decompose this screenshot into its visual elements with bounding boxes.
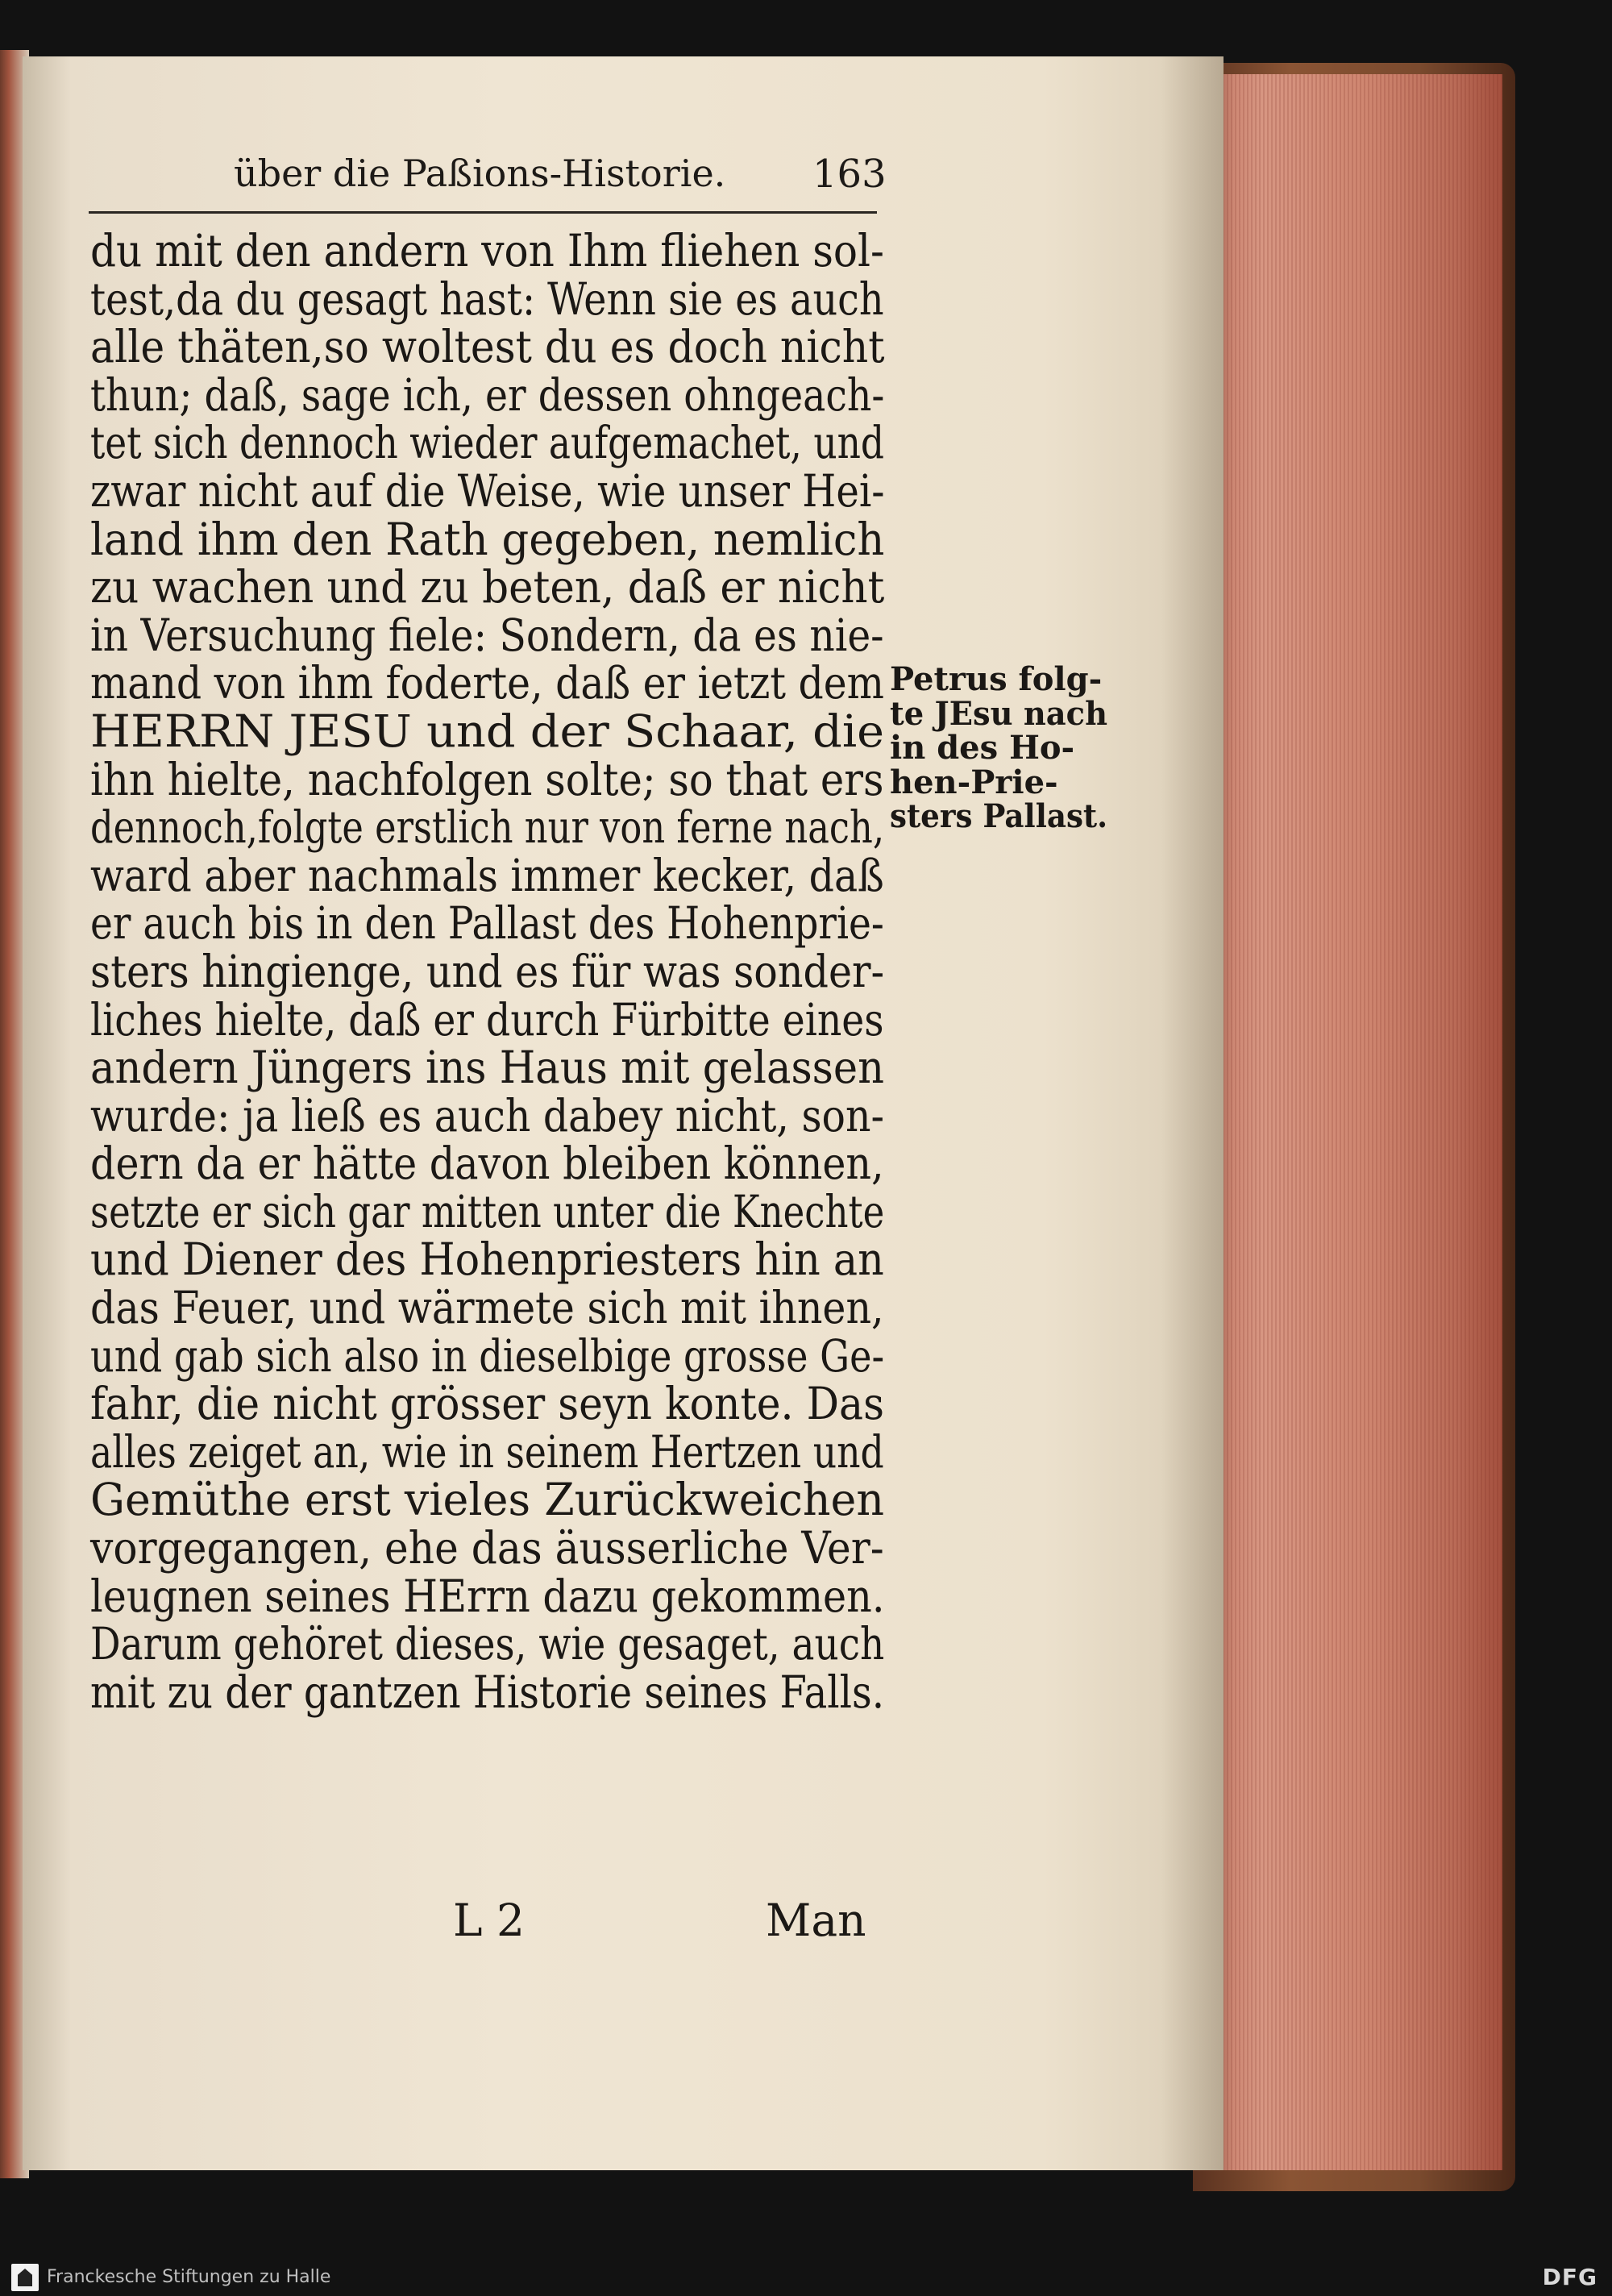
signature-mark: L 2 bbox=[453, 1895, 525, 1946]
marginal-note-line: in des Ho- bbox=[890, 729, 1075, 767]
body-line bbox=[90, 1524, 888, 1573]
body-line bbox=[90, 849, 888, 901]
body-line-text: ward aber nachmals immer kecker, daß bbox=[90, 849, 884, 901]
header-rule bbox=[89, 211, 877, 214]
body-line-text: liches hielte, daß er durch Fürbitte eines bbox=[90, 993, 884, 1046]
body-line-text: und gab sich also in dieselbige grosse Ge- bbox=[90, 1329, 885, 1382]
body-line-text: in Versuchung fiele: Sondern, da es nie- bbox=[90, 609, 884, 661]
body-line-text: fahr, die nicht grösser seyn konte. Das bbox=[90, 1378, 885, 1430]
body-line bbox=[90, 659, 888, 708]
body-line-text: mand von ihm foderte, daß er ietzt dem bbox=[90, 657, 884, 709]
body-line bbox=[90, 1284, 888, 1333]
page-foot bbox=[90, 1895, 896, 1946]
body-line bbox=[90, 993, 888, 1046]
body-line-text: vorgegangen, ehe das äusserliche Ver- bbox=[90, 1522, 884, 1574]
running-head: über die Paßions-Historie. bbox=[234, 152, 726, 195]
body-line-text: das Feuer, und wärmete sich mit ihnen, bbox=[90, 1282, 884, 1334]
body-line-text: setzte er sich gar mitten unter die Knechte bbox=[90, 1185, 885, 1237]
catchword: Man bbox=[766, 1895, 866, 1946]
viewer-footer bbox=[0, 2259, 1612, 2296]
body-line bbox=[90, 464, 888, 517]
body-line bbox=[90, 513, 888, 565]
body-line-text: andern Jüngers ins Haus mit gelassen bbox=[90, 1042, 885, 1094]
body-line-text: du mit den andern von Ihm fliehen sol- bbox=[90, 225, 884, 277]
body-line bbox=[90, 609, 888, 661]
body-line-text: ihn hielte, nachfolgen solte; so that ers bbox=[90, 753, 884, 805]
body-line-text: tet sich dennoch wieder aufgemachet, und bbox=[90, 417, 885, 469]
body-line-text: alles zeiget an, wie in seinem Hertzen und bbox=[90, 1425, 884, 1478]
body-line-text: zwar nicht auf die Weise, wie unser Hei- bbox=[90, 464, 885, 517]
marginal-note bbox=[890, 660, 1116, 835]
body-line bbox=[90, 1425, 888, 1478]
body-line bbox=[90, 1185, 888, 1237]
body-line bbox=[90, 561, 888, 614]
body-line-text: er auch bis in den Pallast des Hohenprie- bbox=[90, 897, 884, 950]
body-line bbox=[90, 1380, 888, 1429]
body-line-text: leugnen seines HErrn dazu gekommen. bbox=[90, 1570, 885, 1622]
body-line bbox=[90, 272, 888, 325]
body-line-text: mit zu der gantzen Historie seines Falls. bbox=[90, 1666, 885, 1718]
body-line bbox=[90, 419, 888, 468]
body-line bbox=[90, 368, 888, 421]
body-line bbox=[90, 945, 888, 997]
body-line bbox=[90, 1666, 888, 1718]
body-line-text: Darum gehöret dieses, wie gesaget, auch bbox=[90, 1618, 885, 1670]
body-line-text: test,da du gesagt hast: Wenn sie es auch bbox=[90, 272, 884, 325]
body-line-text: sters hingienge, und es für was sonder- bbox=[90, 945, 885, 997]
body-text bbox=[90, 227, 888, 1716]
marginal-note-line: te JEsu nach bbox=[890, 694, 1107, 733]
body-line-text: dennoch,folgte erstlich nur von ferne nach, bbox=[90, 801, 885, 854]
body-line bbox=[90, 705, 888, 757]
body-line-text: dern da er hätte davon bleiben können, bbox=[90, 1138, 884, 1190]
body-line-text: und Diener des Hohenpriesters hin an bbox=[90, 1233, 884, 1286]
body-line bbox=[90, 1044, 888, 1092]
body-line-text: zu wachen und zu beten, daß er nicht bbox=[90, 561, 885, 614]
body-line bbox=[90, 897, 888, 950]
body-line bbox=[90, 323, 888, 372]
body-line-text: alle thäten,so woltest du es doch nicht bbox=[90, 321, 885, 373]
body-line-text: HERRN JESU und der Schaar, die bbox=[90, 705, 885, 757]
page-gutter-shadow bbox=[1161, 56, 1224, 2170]
body-line bbox=[90, 753, 888, 805]
body-line-text: Gemüthe erst vieles Zurückweichen bbox=[90, 1474, 885, 1526]
institution-name: Franckesche Stiftungen zu Halle bbox=[47, 2267, 331, 2287]
body-line bbox=[90, 1620, 888, 1669]
body-line bbox=[90, 801, 888, 854]
body-line bbox=[90, 1570, 888, 1622]
marginal-note-line: hen-Prie- bbox=[890, 763, 1058, 801]
body-line-text: wurde: ja ließ es auch dabey nicht, son- bbox=[90, 1089, 884, 1142]
body-line bbox=[90, 1476, 888, 1524]
institution-logo-icon bbox=[11, 2264, 39, 2291]
body-line bbox=[90, 1329, 888, 1382]
body-line bbox=[90, 227, 888, 276]
body-line bbox=[90, 1089, 888, 1142]
body-line-text: thun; daß, sage ich, er dessen ohngeach- bbox=[90, 368, 885, 421]
body-line-text: land ihm den Rath gegeben, nemlich bbox=[90, 513, 885, 565]
marginal-note-line: Petrus folg- bbox=[890, 660, 1103, 698]
body-line bbox=[90, 1140, 888, 1188]
body-line bbox=[90, 1233, 888, 1286]
page-fore-edges bbox=[1203, 74, 1502, 2170]
marginal-note-line: sters Pallast. bbox=[890, 797, 1108, 835]
page-number: 163 bbox=[812, 152, 887, 197]
dfg-logo: DFG bbox=[1542, 2264, 1597, 2290]
